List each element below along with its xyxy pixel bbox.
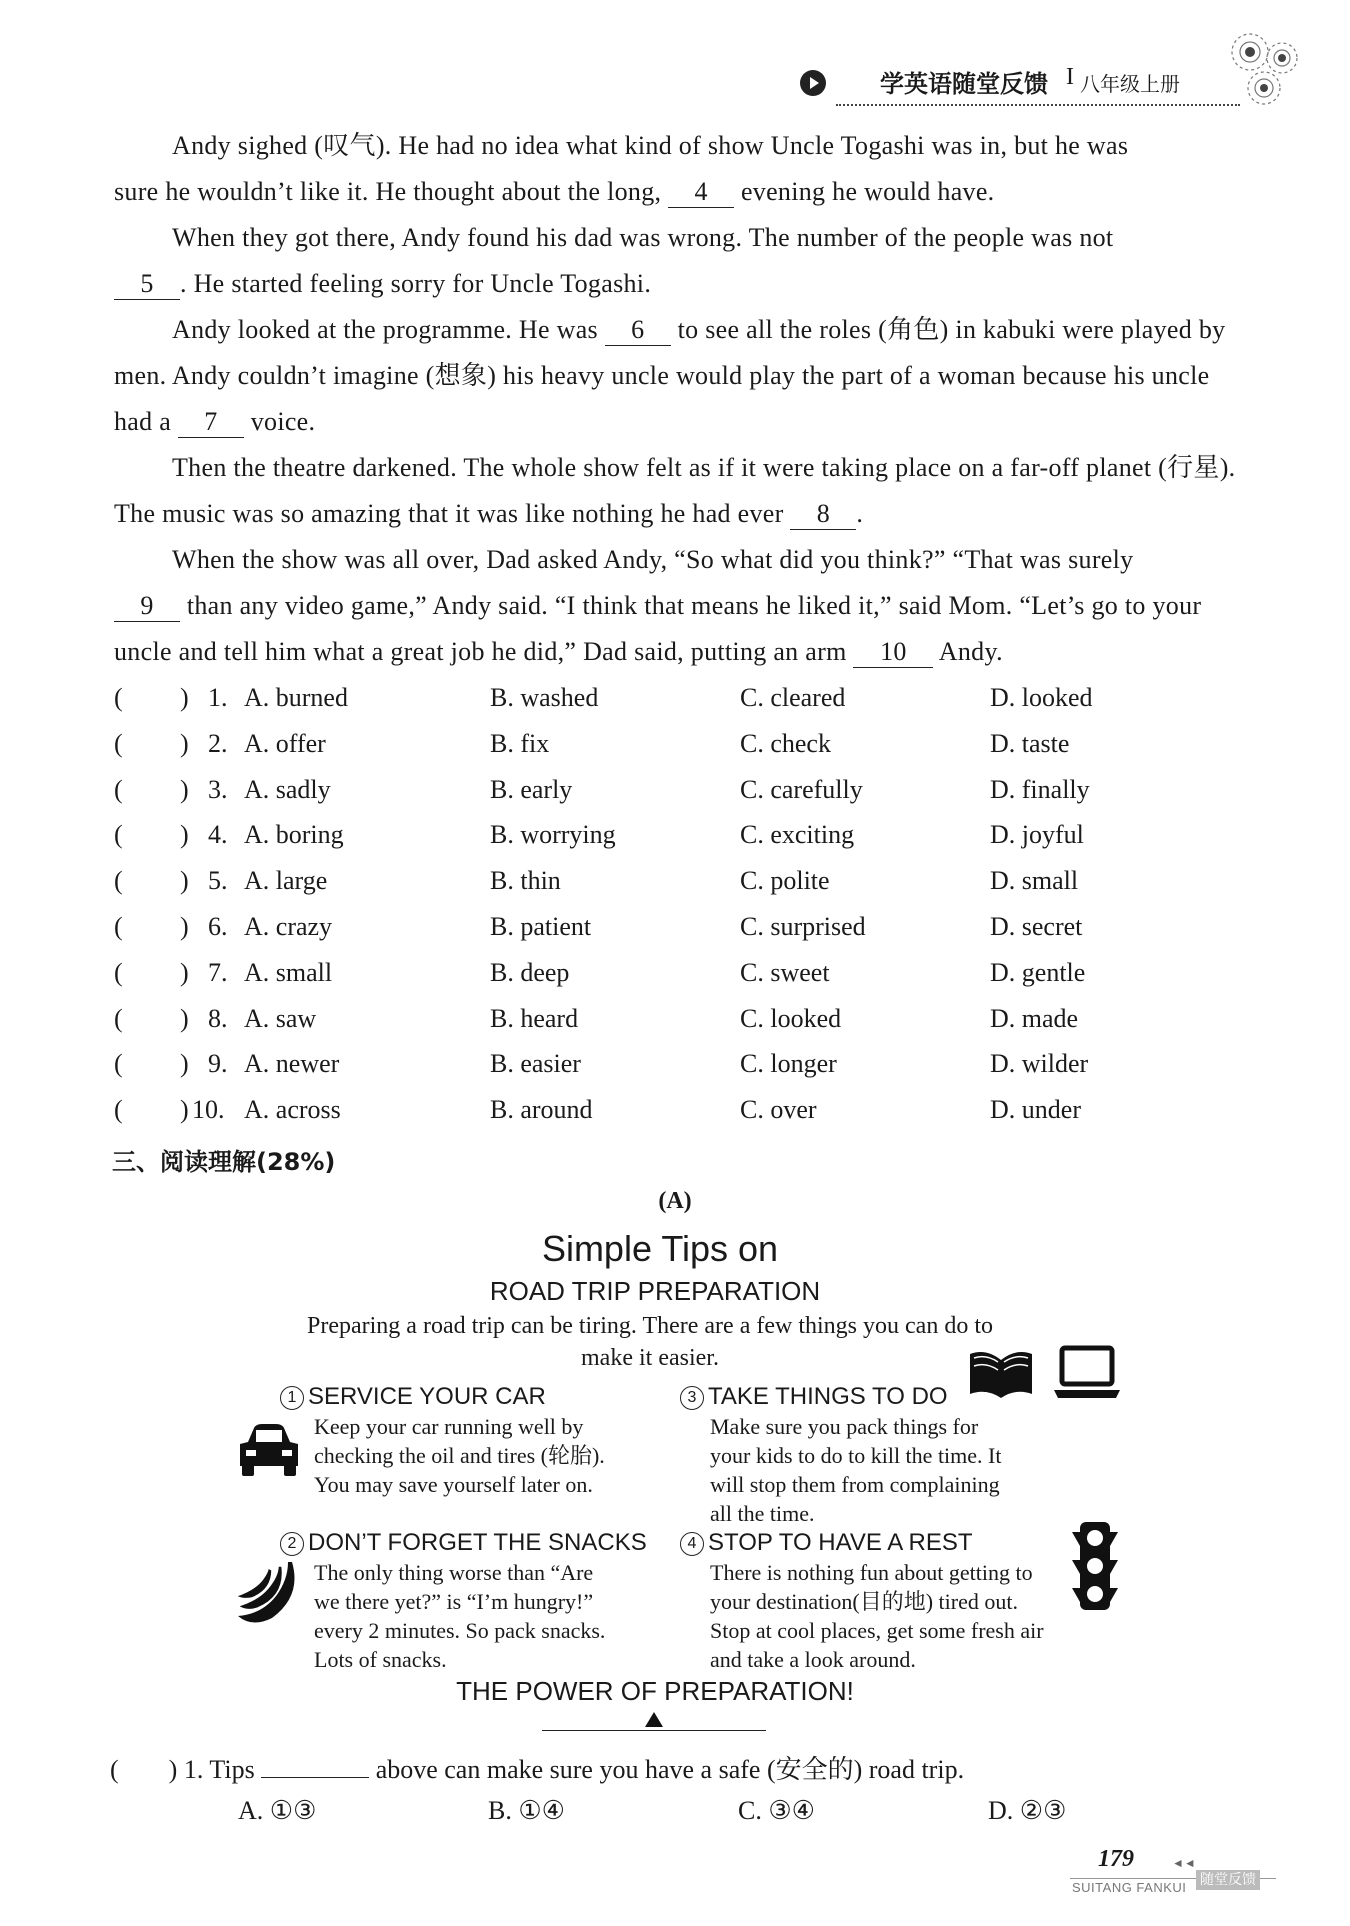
- tip-3-body: Make sure you pack things for your kids to do to kill the time. It will stop them from complaining all the time.: [710, 1414, 1002, 1526]
- option-c[interactable]: C. sweet: [740, 957, 830, 987]
- reading-question-1: ( ) 1. Tips above can make sure you have a safe (安全的) road trip.: [110, 1755, 965, 1784]
- sunflower-decoration-icon: [1220, 22, 1320, 112]
- blank-9[interactable]: 9: [114, 591, 180, 622]
- tip-1-body: Keep your car running well by checking the oil and tires (轮胎). You may save yourself later on.: [314, 1414, 605, 1497]
- poster-subtitle: ROAD TRIP PREPARATION: [489, 1276, 821, 1306]
- answer-paren-open[interactable]: (: [114, 774, 123, 804]
- option-a[interactable]: A. crazy: [244, 912, 333, 941]
- paragraph-3: Andy looked at the programme. He was 6 to see all the roles (角色) in kabuki were played by men. Andy couldn’t imagine (想象) his heavy uncle would play the part of a woman because his uncle had a 7 voice.: [114, 315, 1226, 436]
- question-number: 10.: [192, 1095, 225, 1125]
- footer-badge: 随堂反馈: [1196, 1870, 1260, 1890]
- option-b[interactable]: B. heard: [490, 1003, 579, 1033]
- option-a[interactable]: A. large: [244, 866, 328, 896]
- paragraph-1: Andy sighed (叹气). He had no idea what kind of show Uncle Togashi was in, but he was sure he wouldn’t like it. He thought about the long, 4 evening he would have.: [114, 131, 1129, 206]
- option-c[interactable]: C. check: [740, 728, 831, 758]
- tip-4-body: There is nothing fun about getting to your destination(目的地) tired out. Stop at cool places, get some fresh air and take a look around.: [710, 1560, 1044, 1672]
- header-title: 学英语随堂反馈: [880, 70, 1048, 98]
- tip-2-title: 2 DON’T FORGET THE SNACKS: [280, 1528, 700, 1558]
- cloze-passage: [114, 123, 1250, 675]
- option-d[interactable]: D. under: [990, 1095, 1081, 1125]
- header-grade: 八年级上册: [1080, 72, 1180, 96]
- option-d[interactable]: D. gentle: [990, 957, 1086, 987]
- option-d[interactable]: D. taste: [990, 728, 1070, 758]
- question-row: [0, 912, 1350, 948]
- answer-paren-close[interactable]: ): [180, 912, 189, 941]
- section-title: 三、阅读理解(28%): [112, 1148, 336, 1176]
- tip-3-title: 3 TAKE THINGS TO DO: [680, 1382, 1100, 1412]
- option-d[interactable]: D. made: [990, 1003, 1079, 1033]
- reading-q1-option-c[interactable]: C. ③④: [738, 1796, 815, 1825]
- option-a[interactable]: A. newer: [244, 1049, 340, 1079]
- option-d[interactable]: D. looked: [990, 683, 1093, 712]
- answer-paren-close[interactable]: ): [180, 957, 189, 987]
- answer-paren-close[interactable]: ): [180, 1095, 189, 1125]
- question-row: [0, 683, 1350, 719]
- option-d[interactable]: D. wilder: [990, 1049, 1089, 1079]
- traffic-light-icon: [1070, 1520, 1120, 1612]
- answer-paren-open[interactable]: (: [114, 912, 123, 941]
- question-number: 1.: [208, 683, 228, 712]
- blank-8[interactable]: 8: [790, 499, 856, 530]
- question-number: 4.: [208, 820, 228, 850]
- tip-2-body: The only thing worse than “Are we there yet?” is “I’m hungry!” every 2 minutes. So pack snacks. Lots of snacks.: [314, 1560, 606, 1672]
- option-b[interactable]: B. fix: [490, 728, 550, 758]
- question-row: [0, 866, 1350, 902]
- option-b[interactable]: B. easier: [490, 1049, 581, 1079]
- header-separator: I: [1066, 64, 1074, 90]
- answer-paren-close[interactable]: ): [180, 866, 189, 896]
- question-number: 3.: [208, 774, 228, 804]
- header-dotted-rule: [836, 104, 1240, 106]
- question-row: [0, 1004, 1350, 1040]
- tip-1: [280, 1382, 680, 1499]
- option-d[interactable]: D. joyful: [990, 820, 1084, 850]
- question-number: 7.: [208, 957, 228, 987]
- answer-paren-close[interactable]: ): [180, 683, 189, 712]
- option-c[interactable]: C. over: [740, 1095, 817, 1125]
- blank-7[interactable]: 7: [178, 407, 244, 438]
- option-b[interactable]: B. worrying: [490, 820, 616, 850]
- answer-paren-open[interactable]: (: [114, 866, 123, 896]
- page-number: 179: [1098, 1846, 1134, 1872]
- poster-footer: THE POWER OF PREPARATION!: [456, 1676, 854, 1706]
- option-d[interactable]: D. secret: [990, 912, 1083, 941]
- answer-paren-close[interactable]: ): [180, 820, 189, 850]
- blank-10[interactable]: 10: [853, 637, 933, 668]
- tip-1-title: 1 SERVICE YOUR CAR: [280, 1382, 680, 1412]
- option-d[interactable]: D. small: [990, 866, 1079, 896]
- option-a[interactable]: A. offer: [244, 728, 326, 758]
- option-b[interactable]: B. around: [490, 1095, 593, 1125]
- question-number: 8.: [208, 1003, 228, 1033]
- answer-paren-close[interactable]: ): [180, 1003, 189, 1033]
- option-a[interactable]: A. saw: [244, 1003, 317, 1033]
- laptop-icon: [1052, 1344, 1122, 1400]
- option-a[interactable]: A. sadly: [244, 774, 331, 804]
- option-b[interactable]: B. deep: [490, 957, 570, 987]
- reading-q1-option-b[interactable]: B. ①④: [488, 1796, 565, 1825]
- page-arrows-icon: ◄◄: [1172, 1856, 1196, 1870]
- option-b[interactable]: B. washed: [490, 683, 599, 712]
- option-a[interactable]: A. boring: [244, 820, 344, 850]
- question-row: [0, 958, 1350, 994]
- option-c[interactable]: C. surprised: [740, 912, 866, 941]
- poster-intro: Preparing a road trip can be tiring. There are a few things you can do to make it easier.: [307, 1313, 993, 1371]
- paragraph-5: When the show was all over, Dad asked Andy, “So what did you think?” “That was surely 9 than any video game,” Andy said. “I think that means he liked it,” said Mom. “Let’s go to your uncle and tell him what a great job he did,” Dad said, putting an arm 10 Andy.: [114, 545, 1202, 666]
- option-c[interactable]: C. cleared: [740, 683, 846, 712]
- option-c[interactable]: C. polite: [740, 866, 830, 896]
- header: [800, 62, 1240, 112]
- question-number: 5.: [208, 866, 228, 896]
- option-b[interactable]: B. thin: [490, 866, 561, 896]
- blank-5[interactable]: 5: [114, 269, 180, 300]
- part-label: (A): [658, 1188, 692, 1214]
- triangle-marker-icon: [645, 1712, 663, 1727]
- answer-paren-close[interactable]: ): [180, 728, 189, 758]
- question-number: 9.: [208, 1049, 228, 1079]
- option-c[interactable]: C. exciting: [740, 820, 855, 850]
- question-number: 2.: [208, 728, 228, 758]
- question-row: [0, 1049, 1350, 1085]
- option-b[interactable]: B. patient: [490, 912, 592, 941]
- poster-divider: [542, 1730, 766, 1731]
- blank-6[interactable]: 6: [605, 315, 671, 346]
- reading-q1-option-a[interactable]: A. ①③: [238, 1796, 317, 1825]
- tip-3: [680, 1382, 1100, 1528]
- option-a[interactable]: A. burned: [244, 683, 348, 712]
- answer-paren-open[interactable]: (: [114, 820, 123, 850]
- reading-q1-option-d[interactable]: D. ②③: [988, 1796, 1067, 1825]
- tip-4-title: 4 STOP TO HAVE A REST: [680, 1528, 1100, 1558]
- answer-paren-open[interactable]: (: [114, 1095, 123, 1125]
- option-b[interactable]: B. early: [490, 774, 573, 804]
- book-icon: [966, 1346, 1036, 1402]
- option-c[interactable]: C. carefully: [740, 774, 863, 804]
- reading-blank[interactable]: [261, 1777, 369, 1778]
- option-c[interactable]: C. looked: [740, 1003, 842, 1033]
- answer-paren-open[interactable]: (: [114, 957, 123, 987]
- answer-paren-close[interactable]: ): [180, 1049, 189, 1079]
- paragraph-4: Then the theatre darkened. The whole show felt as if it were taking place on a far-off planet (行星). The music was so amazing that it was like nothing he had ever 8 .: [114, 453, 1236, 528]
- answer-paren-open[interactable]: (: [114, 728, 123, 758]
- option-c[interactable]: C. longer: [740, 1049, 837, 1079]
- option-d[interactable]: D. finally: [990, 774, 1090, 804]
- answer-paren-open[interactable]: (: [114, 1049, 123, 1079]
- question-number: 6.: [208, 912, 228, 941]
- tip-2: [280, 1528, 700, 1674]
- paragraph-2: When they got there, Andy found his dad was wrong. The number of the people was not 5 . He started feeling sorry for Uncle Togashi.: [114, 215, 1250, 307]
- answer-paren-close[interactable]: ): [180, 774, 189, 804]
- poster-title: Simple Tips on: [541, 1228, 779, 1269]
- answer-paren-open[interactable]: (: [114, 683, 123, 712]
- footer-label: SUITANG FANKUI: [1072, 1880, 1187, 1895]
- tip-4: [680, 1528, 1100, 1674]
- answer-paren-open[interactable]: (: [114, 1003, 123, 1033]
- option-a[interactable]: A. across: [244, 1095, 341, 1125]
- question-row: [0, 1095, 1350, 1131]
- option-a[interactable]: A. small: [244, 957, 333, 987]
- question-row: [0, 775, 1350, 811]
- question-row: [0, 729, 1350, 765]
- question-row: [0, 820, 1350, 856]
- blank-4[interactable]: 4: [668, 177, 734, 208]
- play-icon: [800, 70, 826, 96]
